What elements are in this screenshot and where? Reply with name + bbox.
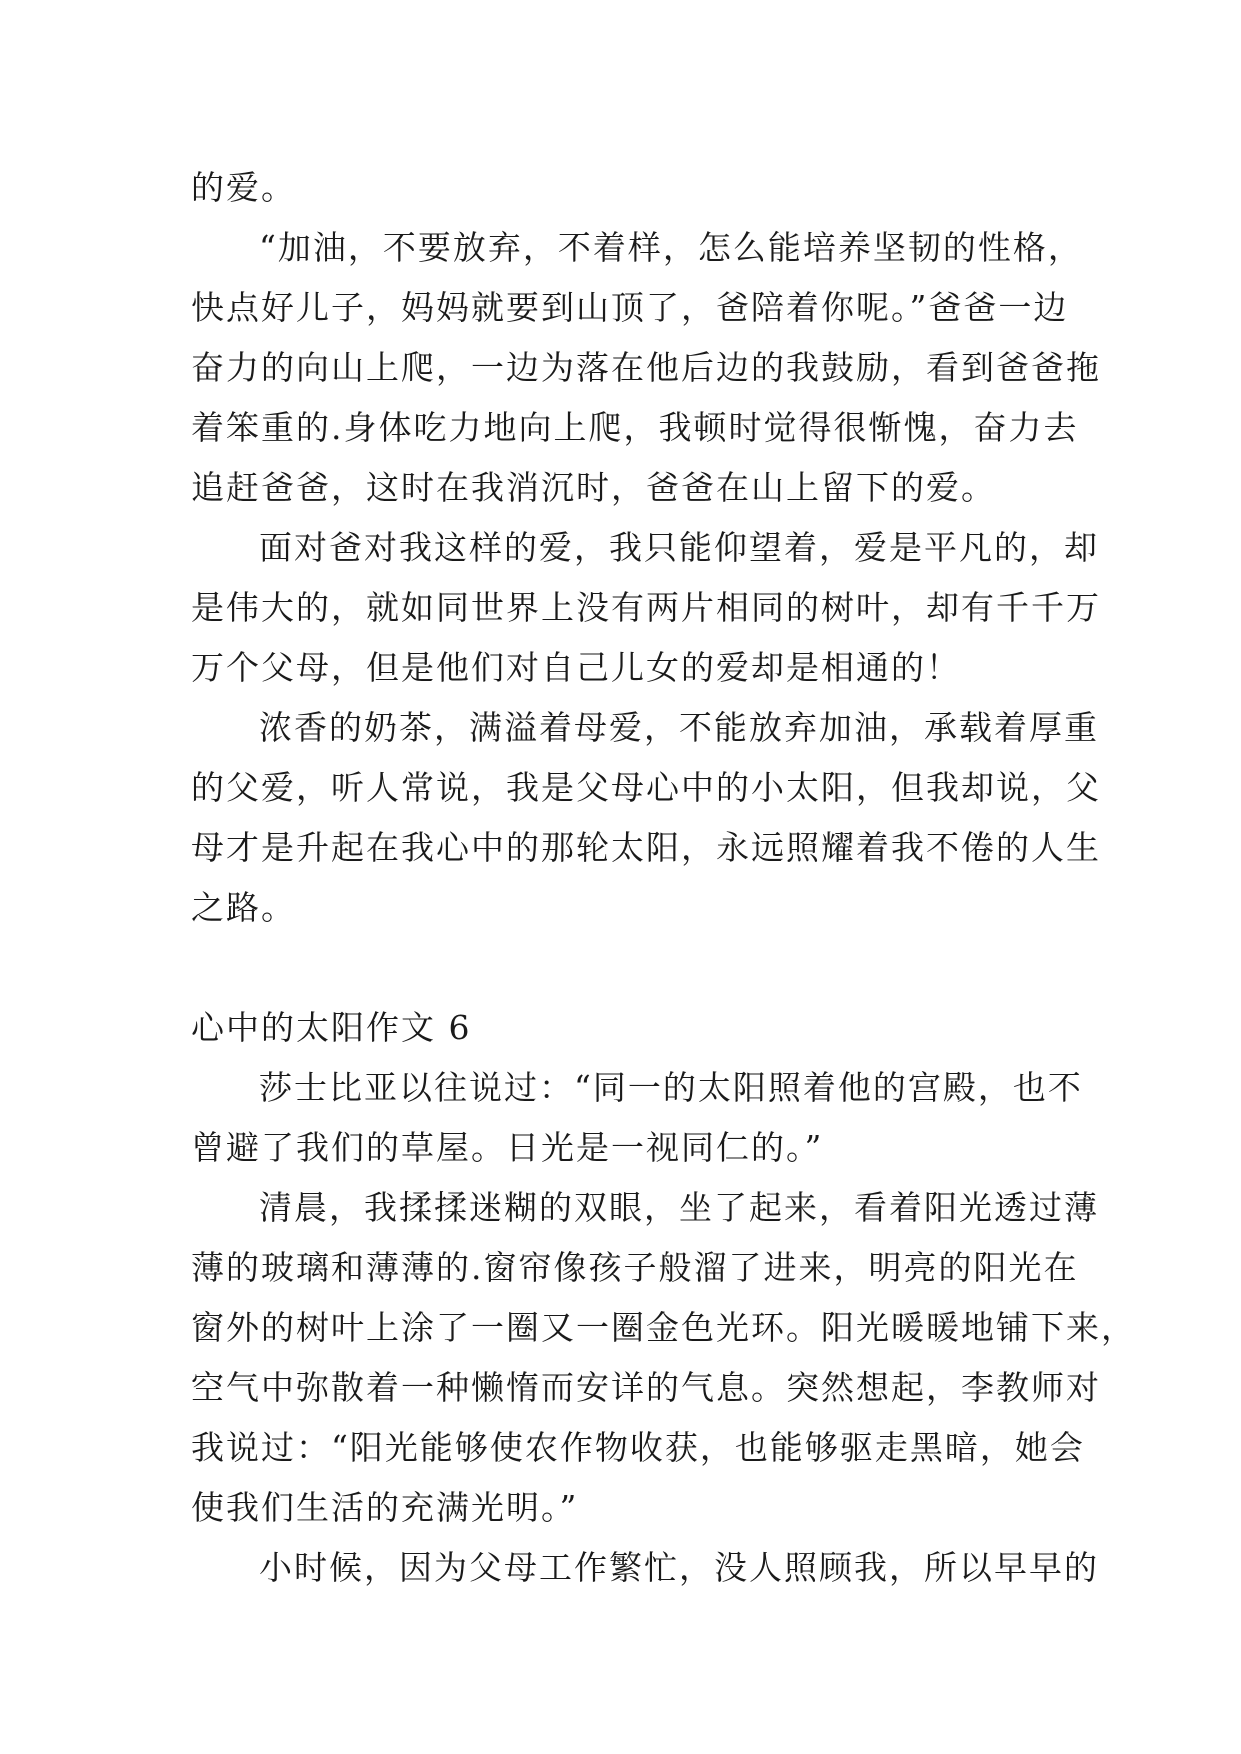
paragraph-first-line: 面对爸对我这样的爱，我只能仰望着，爱是平凡的，却 [259, 528, 1099, 567]
section-heading: 心中的太阳作文 6 [191, 1008, 472, 1047]
paragraph-gap [191, 938, 1071, 998]
text-line: 窗外的树叶上涂了一圈又一圈金色光环。阳光暖暖地铺下来， [191, 1308, 1136, 1347]
text-line: 追赶爸爸，这时在我消沉时，爸爸在山上留下的爱。 [191, 468, 996, 507]
paragraph-first-line: “加油，不要放弃，不着样，怎么能培养坚韧的性格， [259, 228, 1083, 267]
text-line: 我说过：“阳光能够使农作物收获，也能够驱走黑暗，她会 [191, 1428, 1085, 1467]
text-line: 的父爱，听人常说，我是父母心中的小太阳，但我却说，父 [191, 768, 1101, 807]
text-line: 之路。 [191, 888, 296, 927]
paragraph-first-line: 小时候，因为父母工作繁忙，没人照顾我，所以早早的 [259, 1548, 1099, 1587]
text-line: 的爱。 [191, 168, 296, 207]
text-line: 快点好儿子，妈妈就要到山顶了，爸陪着你呢。”爸爸一边 [191, 288, 1069, 327]
paragraph-first-line: 浓香的奶茶，满溢着母爱，不能放弃加油，承载着厚重 [259, 708, 1099, 747]
text-line: 曾避了我们的草屋。日光是一视同仁的。” [191, 1128, 824, 1167]
text-line: 奋力的向山上爬，一边为落在他后边的我鼓励，看到爸爸拖 [191, 348, 1101, 387]
text-line: 母才是升起在我心中的那轮太阳，永远照耀着我不倦的人生 [191, 828, 1101, 867]
text-line: 万个父母，但是他们对自己儿女的爱却是相通的！ [191, 648, 961, 687]
text-line: 薄的玻璃和薄薄的.窗帘像孩子般溜了进来，明亮的阳光在 [191, 1248, 1079, 1287]
text-line: 使我们生活的充满光明。” [191, 1488, 579, 1527]
text-line: 空气中弥散着一种懒惰而安详的气息。突然想起，李教师对 [191, 1368, 1101, 1407]
text-line: 是伟大的，就如同世界上没有两片相同的树叶，却有千千万 [191, 588, 1101, 627]
document-body [191, 158, 1136, 1598]
paragraph-first-line: 清晨，我揉揉迷糊的双眼，坐了起来，看着阳光透过薄 [259, 1188, 1099, 1227]
paragraph-first-line: 莎士比亚以往说过：“同一的太阳照着他的宫殿，也不 [259, 1068, 1083, 1107]
text-line: 着笨重的.身体吃力地向上爬，我顿时觉得很惭愧，奋力去 [191, 408, 1079, 447]
